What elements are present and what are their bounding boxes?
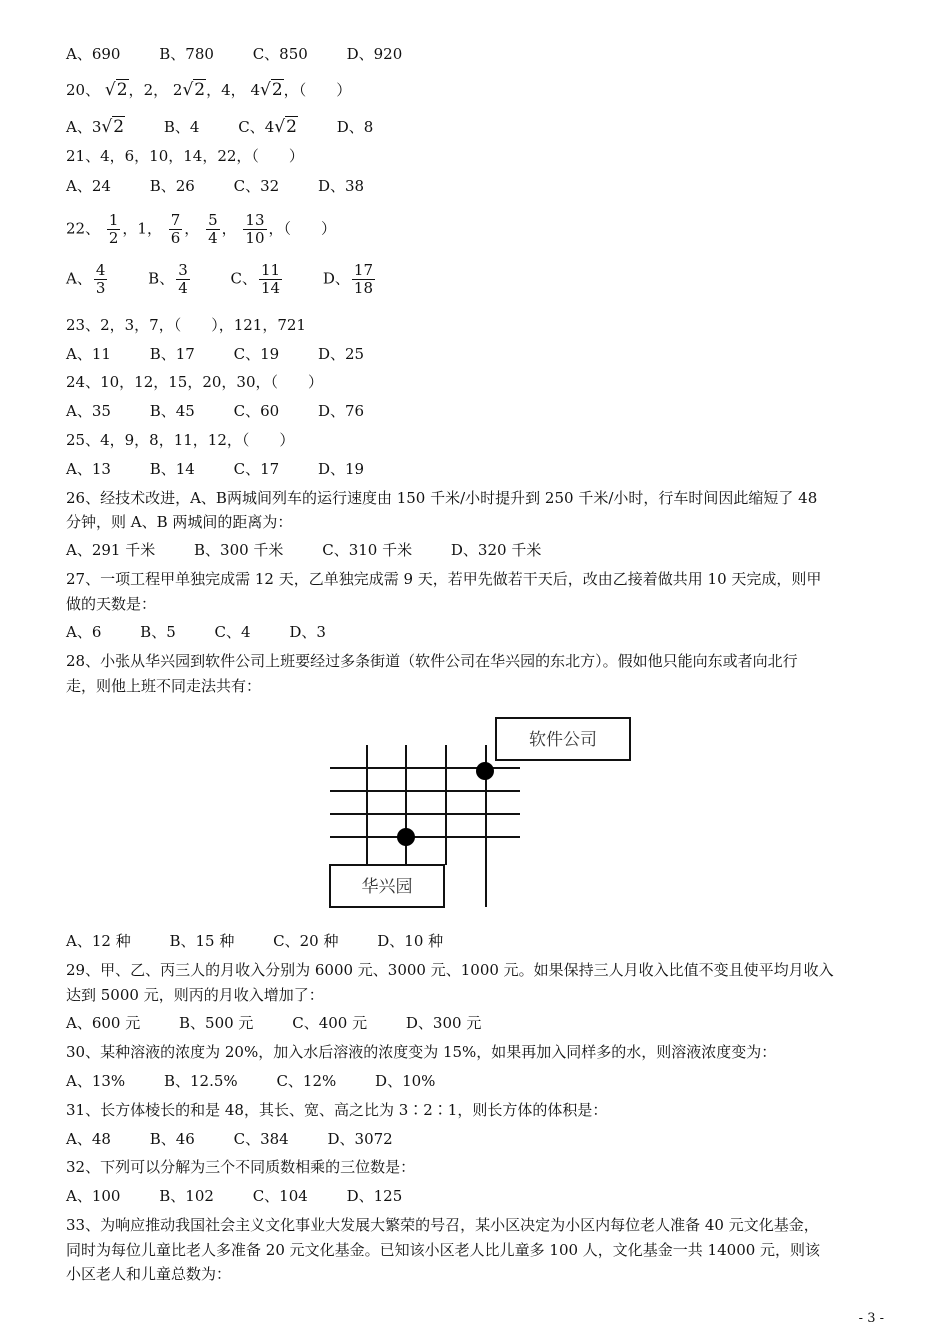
option: A、6 <box>66 623 102 641</box>
option: C、60 <box>233 402 280 420</box>
q22-options <box>66 262 411 297</box>
street-grid-figure <box>320 710 640 915</box>
option-b: B、4 <box>163 118 200 136</box>
option: A、100 <box>66 1187 121 1205</box>
fraction: $\frac{7}{6}$ <box>170 211 181 247</box>
fraction: $\frac{13}{10}$ <box>245 211 265 247</box>
option: B、17 <box>149 345 195 363</box>
option: A、12 种 <box>66 932 131 950</box>
q29-options <box>66 1013 515 1033</box>
option: D、300 元 <box>405 1014 482 1032</box>
option: C、384 <box>233 1130 289 1148</box>
option: C、400 元 <box>292 1014 368 1032</box>
sqrt-expr: √2 <box>104 80 128 100</box>
option: A、24 <box>66 177 111 195</box>
q33-stem-line2: 同时为每位儿童比老人多准备 20 元文化基金。已知该小区老人比儿童多 100 人，文化基金一共 14000 元，则该 <box>66 1241 821 1259</box>
option-d: D、8 <box>336 118 374 136</box>
option: A、35 <box>66 402 111 420</box>
q32-stem: 32、下列可以分解为三个不同质数相乘的三位数是： <box>66 1158 416 1176</box>
option: C、4 <box>214 623 251 641</box>
q21-options <box>66 176 398 196</box>
blocked-point <box>476 762 494 780</box>
option: A、600 元 <box>66 1014 141 1032</box>
option-c: C、4√2 <box>238 117 297 137</box>
option: D、10% <box>375 1072 436 1090</box>
q20-stem: 20、 √2，2， 2√2，4， 4√2，（ ） <box>66 80 352 100</box>
option: D、320 千米 <box>450 541 542 559</box>
option: B、780 <box>159 45 214 63</box>
option: A、291 千米 <box>66 541 156 559</box>
q24-options <box>66 401 398 421</box>
q28-options <box>66 931 477 951</box>
option-d: D、 $\frac{17}{18}$ <box>322 261 374 297</box>
q32-options <box>66 1186 436 1206</box>
option: D、10 种 <box>377 932 444 950</box>
term: 4 <box>221 81 231 99</box>
q23-options <box>66 344 398 364</box>
option: C、12% <box>276 1072 337 1090</box>
option: B、15 种 <box>169 932 235 950</box>
q33-stem-line3: 小区老人和儿童总数为： <box>66 1265 232 1283</box>
option: C、17 <box>233 460 280 478</box>
term: 2 <box>143 81 154 99</box>
blocked-point <box>397 828 415 846</box>
fraction: $\frac{17}{18}$ <box>353 261 374 297</box>
option: C、20 种 <box>273 932 339 950</box>
option: B、12.5% <box>163 1072 238 1090</box>
q31-stem: 31、长方体棱长的和是 48，其长、宽、高之比为 3∶2∶1，则长方体的体积是： <box>66 1101 608 1119</box>
q25-options <box>66 459 398 479</box>
page-number: - 3 - <box>858 1311 884 1326</box>
option: A、690 <box>66 45 121 63</box>
option: A、13% <box>66 1072 126 1090</box>
option: C、850 <box>252 45 308 63</box>
q20-options <box>66 117 407 137</box>
option: A、48 <box>66 1130 111 1148</box>
option: B、26 <box>149 177 195 195</box>
option: B、14 <box>149 460 195 478</box>
q29-stem-line2: 达到 5000 元，则丙的月收入增加了： <box>66 986 324 1004</box>
q25-stem: 25、4，9，8，11，12，（ ） <box>66 431 295 449</box>
option-b: B、 $\frac{3}{4}$ <box>148 261 188 297</box>
option: C、19 <box>233 345 280 363</box>
option: C、310 千米 <box>322 541 413 559</box>
q30-stem: 30、某种溶液的浓度为 20%，加入水后溶液的浓度变为 15%，如果再加入同样多的水，则溶液浓度变为： <box>66 1043 777 1061</box>
sqrt-expr: √2 <box>101 117 125 137</box>
coef: 2 <box>172 81 183 99</box>
fraction: $\frac{4}{3}$ <box>95 261 106 297</box>
origin-label: 华兴园 <box>361 877 413 897</box>
q31-options <box>66 1129 427 1149</box>
option: D、19 <box>317 460 365 478</box>
q29-stem-line1: 29、甲、乙、丙三人的月收入分别为 6000 元、3000 元、1000 元。如果保持三人月收入比值不变且使平均月收入 <box>66 961 834 979</box>
q30-options <box>66 1071 469 1091</box>
option-a: A、3√2 <box>66 117 125 137</box>
option-c: C、 $\frac{11}{14}$ <box>230 261 281 297</box>
option: D、125 <box>346 1187 403 1205</box>
fraction: $\frac{5}{4}$ <box>208 211 218 247</box>
option-a: A、 $\frac{4}{3}$ <box>66 261 106 297</box>
option: C、32 <box>233 177 280 195</box>
q22-stem: 22、 $\frac{1}{2}$ ，1， $\frac{7}{6}$ ， $\frac{5}{4}$ ， $\frac{13}{10}$ ，（ ） <box>66 211 337 247</box>
q27-options <box>66 622 360 642</box>
fraction: $\frac{11}{14}$ <box>261 261 281 297</box>
q26-options <box>66 540 575 560</box>
option: A、11 <box>66 345 111 363</box>
question-number: 22、 <box>66 219 101 238</box>
fraction: $\frac{1}{2}$ <box>108 211 119 247</box>
q28-stem-line2: 走，则他上班不同走法共有： <box>66 677 262 695</box>
option: B、102 <box>159 1187 214 1205</box>
q24-stem: 24、10，12，15，20，30，（ ） <box>66 373 324 391</box>
dest-label: 软件公司 <box>529 730 597 750</box>
q28-stem-line1: 28、小张从华兴园到软件公司上班要经过多条街道（软件公司在华兴园的东北方）。假如他只能向东或者向北行 <box>66 652 798 670</box>
option: B、45 <box>149 402 195 420</box>
q27-stem-line1: 27、一项工程甲单独完成需 12 天，乙单独完成需 9 天，若甲先做若干天后，改由乙接着做共用 10 天完成，则甲 <box>66 570 822 588</box>
q21-stem: 21、4，6，10，14，22，（ ） <box>66 147 304 165</box>
q23-stem: 23、2，3，7，（ ），121，721 <box>66 316 306 334</box>
option: D、38 <box>317 177 365 195</box>
q26-stem-line2: 分钟，则 A、B 两城间的距离为： <box>66 513 293 531</box>
option: B、46 <box>149 1130 195 1148</box>
blank: ，（ ） <box>268 219 337 238</box>
coef: 4 <box>250 81 260 99</box>
blank: （ ） <box>298 81 352 99</box>
option: B、5 <box>140 623 176 641</box>
q27-stem-line2: 做的天数是： <box>66 595 157 613</box>
q26-stem-line1: 26、经技术改进，A、B两城间列车的运行速度由 150 千米/小时提升到 250 千米/小时，行车时间因此缩短了 48 <box>66 489 818 507</box>
q19-options <box>66 44 436 64</box>
fraction: $\frac{3}{4}$ <box>178 261 188 297</box>
option: B、500 元 <box>179 1014 254 1032</box>
sqrt-expr: √2 <box>274 117 297 137</box>
term: ，1， <box>122 219 162 238</box>
option: D、3 <box>289 623 326 641</box>
option: D、920 <box>346 45 403 63</box>
option: B、300 千米 <box>194 541 284 559</box>
option: D、25 <box>317 345 365 363</box>
sqrt-expr: √2 <box>182 80 206 100</box>
option: C、104 <box>252 1187 308 1205</box>
sqrt-expr: √2 <box>260 80 283 100</box>
option: D、3072 <box>327 1130 393 1148</box>
option: A、13 <box>66 460 111 478</box>
q33-stem-line1: 33、为响应推动我国社会主义文化事业大发展大繁荣的号召，某小区决定为小区内每位老人准备 40 元文化基金， <box>66 1216 819 1234</box>
question-number: 20、 <box>66 81 101 99</box>
option: D、76 <box>317 402 365 420</box>
